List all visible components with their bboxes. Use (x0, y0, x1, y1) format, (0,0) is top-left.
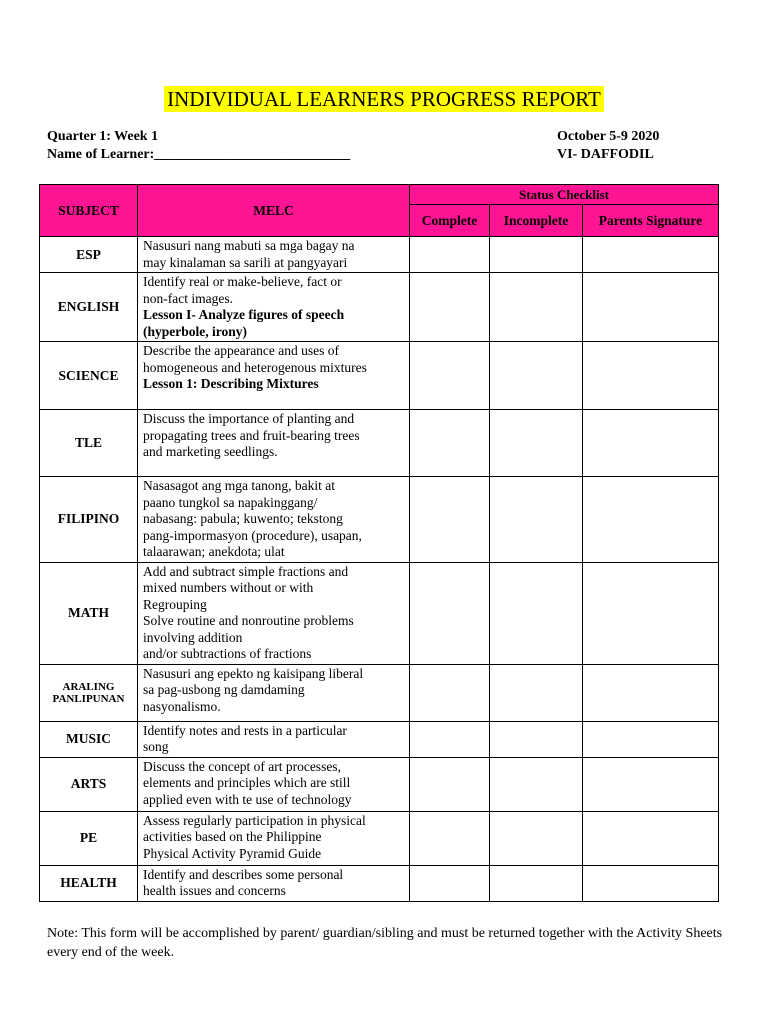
complete-cell[interactable] (410, 721, 490, 757)
complete-cell[interactable] (410, 342, 490, 410)
subject-cell: MATH (40, 562, 138, 664)
header-melc: MELC (138, 185, 410, 237)
melc-line: Physical Activity Pyramid Guide (143, 845, 322, 861)
melc-line: nasyonalismo. (143, 698, 221, 714)
melc-line: pang-impormasyon (procedure), usapan, (143, 527, 362, 543)
table-row (40, 721, 719, 757)
melc-line: non-fact images. (143, 290, 233, 306)
complete-cell[interactable] (410, 477, 490, 563)
melc-cell (138, 273, 410, 342)
incomplete-cell[interactable] (490, 721, 583, 757)
melc-line: Add and subtract simple fractions and (143, 563, 349, 579)
subject-cell: ENGLISH (40, 273, 138, 342)
subject-cell: FILIPINO (40, 477, 138, 563)
header-status-checklist: Status Checklist (410, 185, 719, 205)
melc-line: talaarawan; anekdota; ulat (143, 544, 285, 559)
melc-line: Nasusuri ang epekto ng kaisipang liberal (143, 665, 364, 681)
melc-line: Discuss the concept of art processes, (143, 758, 341, 774)
subject-cell: ARTS (40, 757, 138, 811)
melc-line: paano tungkol sa napakinggang/ (143, 494, 318, 510)
incomplete-cell[interactable] (490, 811, 583, 865)
melc-line: Nasusuri nang mabuti sa mga bagay na (143, 238, 355, 253)
lesson-line: (hyperbole, irony) (143, 323, 247, 339)
melc-line: nabasang: pabula; kuwento; tekstong (143, 511, 343, 526)
table-row (40, 237, 719, 273)
parents-signature-cell[interactable] (583, 721, 719, 757)
progress-table (39, 184, 719, 902)
melc-line: and marketing seedlings. (143, 444, 278, 459)
melc-cell (138, 342, 410, 410)
complete-cell[interactable] (410, 757, 490, 811)
complete-cell[interactable] (410, 865, 490, 901)
table-row (40, 562, 719, 664)
date-label: October 5-9 2020 (557, 129, 660, 144)
subject-cell: TLE (40, 410, 138, 477)
table-row (40, 273, 719, 342)
table-row (40, 477, 719, 563)
header-complete: Complete (410, 205, 490, 237)
incomplete-cell[interactable] (490, 273, 583, 342)
subject-cell: HEALTH (40, 865, 138, 901)
melc-line: Assess regularly participation in physical (143, 812, 366, 828)
melc-line: Identify notes and rests in a particular (143, 722, 347, 738)
melc-cell (138, 721, 410, 757)
lesson-line: Lesson 1: Describing Mixtures (143, 376, 319, 391)
table-row (40, 410, 719, 477)
complete-cell[interactable] (410, 562, 490, 664)
melc-cell (138, 865, 410, 901)
melc-line: homogeneous and heterogenous mixtures (143, 359, 367, 375)
lesson-line: Lesson I- Analyze figures of speech (143, 307, 345, 322)
melc-line: applied even with te use of technology (143, 791, 352, 807)
incomplete-cell[interactable] (490, 477, 583, 563)
melc-line: may kinalaman sa sarili at pangyayari (143, 254, 348, 270)
table-row (40, 342, 719, 410)
title-container (0, 86, 768, 112)
parents-signature-cell[interactable] (583, 664, 719, 721)
melc-cell (138, 477, 410, 563)
subject-cell: SCIENCE (40, 342, 138, 410)
table-row (40, 811, 719, 865)
parents-signature-cell[interactable] (583, 811, 719, 865)
report-title: INDIVIDUAL LEARNERS PROGRESS REPORT (164, 86, 604, 112)
complete-cell[interactable] (410, 273, 490, 342)
melc-line: mixed numbers without or with (143, 580, 314, 595)
melc-line: Identify real or make-believe, fact or (143, 274, 342, 289)
learner-name-field[interactable]: Name of Learner:____________________________ (47, 147, 351, 162)
table-row (40, 664, 719, 721)
incomplete-cell[interactable] (490, 562, 583, 664)
melc-line: Identify and describes some personal (143, 866, 344, 882)
melc-line: involving addition (143, 629, 243, 645)
melc-cell (138, 410, 410, 477)
melc-cell (138, 237, 410, 273)
parents-signature-cell[interactable] (583, 477, 719, 563)
parents-signature-cell[interactable] (583, 273, 719, 342)
melc-line: Discuss the importance of planting and (143, 411, 355, 426)
class-info (557, 128, 659, 164)
melc-line: Regrouping (143, 596, 207, 612)
parents-signature-cell[interactable] (583, 342, 719, 410)
melc-cell (138, 562, 410, 664)
table-row (40, 865, 719, 901)
complete-cell[interactable] (410, 410, 490, 477)
incomplete-cell[interactable] (490, 757, 583, 811)
melc-line: song (143, 739, 169, 754)
melc-line: activities based on the Philippine (143, 829, 322, 844)
table-row (40, 757, 719, 811)
header-subject: SUBJECT (40, 185, 138, 237)
subject-cell: PE (40, 811, 138, 865)
incomplete-cell[interactable] (490, 865, 583, 901)
melc-line: sa pag-usbong ng damdaming (143, 682, 305, 697)
subject-cell: ARALING PANLIPUNAN (40, 664, 138, 721)
learner-info (47, 128, 350, 164)
melc-line: health issues and concerns (143, 883, 286, 898)
melc-line: Nasasagot ang mga tanong, bakit at (143, 478, 335, 493)
melc-line: Solve routine and nonroutine problems (143, 613, 354, 628)
header-incomplete: Incomplete (490, 205, 583, 237)
melc-line: elements and principles which are still (143, 775, 351, 790)
melc-cell (138, 664, 410, 721)
melc-line: and/or subtractions of fractions (143, 646, 312, 661)
melc-line: Describe the appearance and uses of (143, 343, 340, 358)
parents-signature-cell[interactable] (583, 410, 719, 477)
complete-cell[interactable] (410, 811, 490, 865)
quarter-label: Quarter 1: Week 1 (47, 129, 159, 144)
incomplete-cell[interactable] (490, 237, 583, 273)
melc-line: propagating trees and fruit-bearing trees (143, 427, 360, 443)
incomplete-cell[interactable] (490, 342, 583, 410)
table-body (40, 237, 719, 902)
incomplete-cell[interactable] (490, 410, 583, 477)
parents-signature-cell[interactable] (583, 237, 719, 273)
subject-cell: ESP (40, 237, 138, 273)
parents-signature-cell[interactable] (583, 757, 719, 811)
parents-signature-cell[interactable] (583, 865, 719, 901)
header-parents-signature: Parents Signature (583, 205, 719, 237)
melc-cell (138, 757, 410, 811)
complete-cell[interactable] (410, 664, 490, 721)
parents-signature-cell[interactable] (583, 562, 719, 664)
melc-cell (138, 811, 410, 865)
subject-cell: MUSIC (40, 721, 138, 757)
incomplete-cell[interactable] (490, 664, 583, 721)
section-label: VI- DAFFODIL (557, 147, 654, 162)
footer-note: Note: This form will be accomplished by parent/ guardian/sibling and must be returned together with the Activity Sheets every end of the week. (47, 926, 723, 960)
complete-cell[interactable] (410, 237, 490, 273)
